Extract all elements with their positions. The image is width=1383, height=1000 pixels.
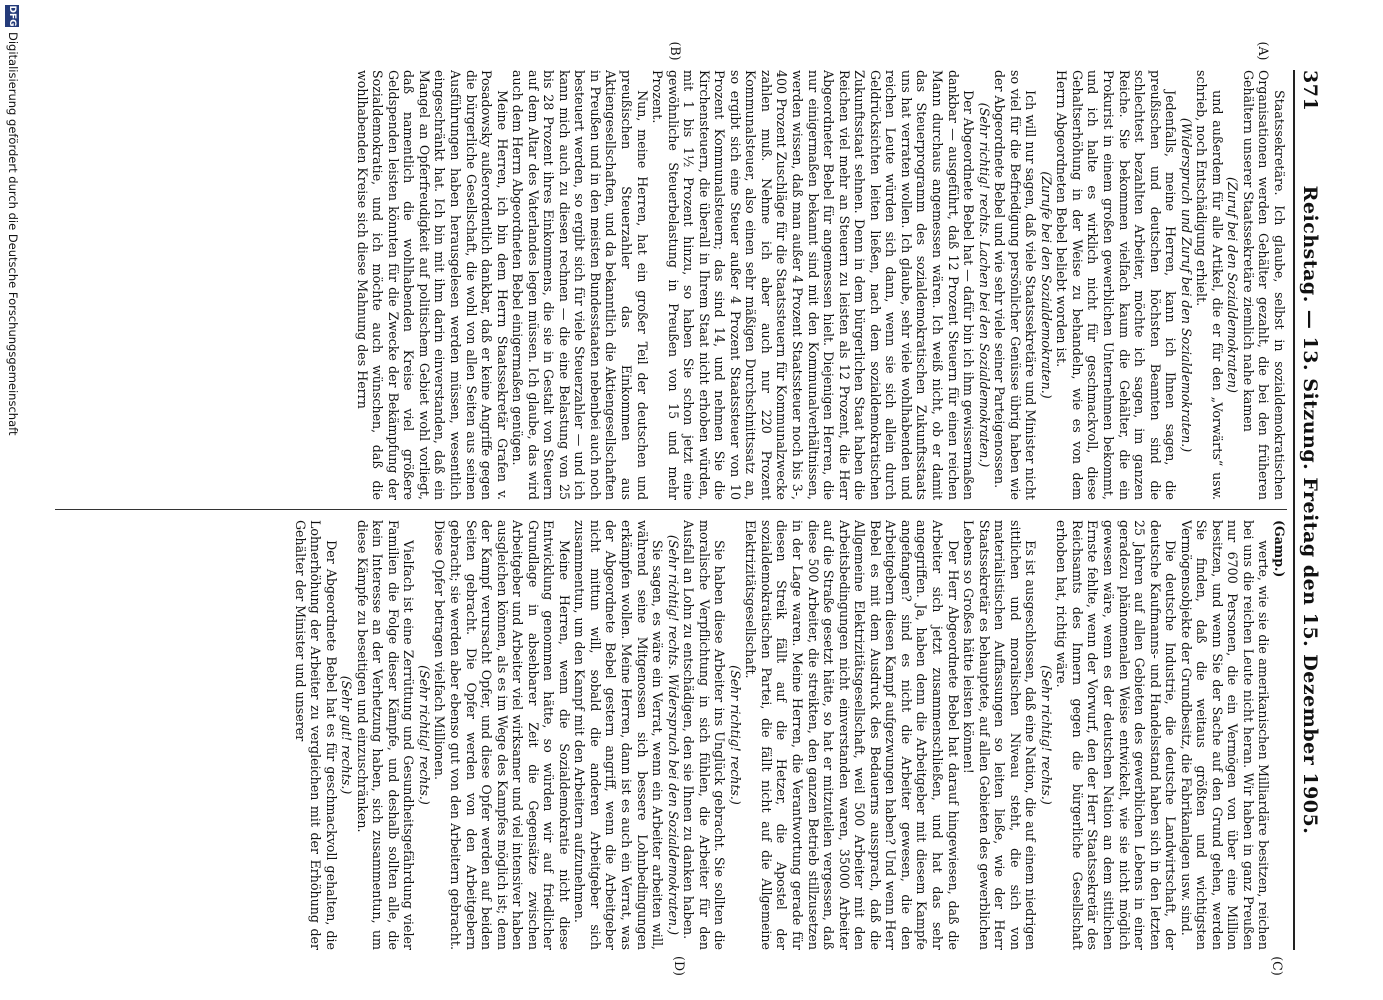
paragraph: Es ist ausgeschlossen, daß eine Nation, die auf einem niedrigen sittlichen und moralischen Niveau steht, die sich von materialistischen Auffassungen so leiten ließe, wie der Herr Staatssekretär es behauptete, auf allen Gebieten des gewerblichen Lebens so Großes hätte leisten können! xyxy=(961,520,1039,950)
column-divider xyxy=(55,509,1287,510)
text-column-lower xyxy=(55,520,1287,950)
paragraph: Nun, meine Herren, hat ein großer Teil der deutschen und preußischen Steuerzahler das Einkommen aus Aktiengesellschaften, und da bekanntlich die Aktiengesellschaften in Preußen und in den meisten Bundesstaaten nebenbei auch noch besteuert werden, so ergibt sich für viele Steuerzahler — und ich kann mich auch zu diesen rechnen — die eine Belastung von 25 bis 28 Prozent ihres Einkommens, die sie in Gestalt von Steuern auf dem Altar des Vaterlandes legen müssen. Ich glaube, das wird auch dem Herrn Abgeordneten Bebel einigermaßen genügen. xyxy=(510,70,650,500)
stage-direction: (Widerspruch und Zuruf bei den Sozialdemokraten.) xyxy=(1178,117,1194,453)
paragraph: Der Abgeordnete Bebel hat es für geschmackvoll gehalten, die Lohnerhöhung der Arbeiter zu vergleichen mit der Erhöhung der Gehälter der Minister und unserer xyxy=(292,520,339,950)
paragraph: Die deutsche Industrie, die deutsche Landwirtschaft, der deutsche Kaufmanns- und Handelsstand haben sich in den letzten 25 Jahren auf allen Gebieten des gewerblichen Lebens in einer geradezu phänomenalen Weise entwickelt, wie sie nicht möglich gewesen wäre, wenn es der deutschen Nation an dem sittlichen Ernste fehlte, wenn der Vorwurf, den der Herr Staatssekretär des Reichsamts des Innern gegen die bürgerliche Gesellschaft erhoben hat, richtig wäre. xyxy=(1054,520,1179,950)
margin-marker-a: (A) xyxy=(1256,41,1271,61)
speaker-name: (Gamp.) xyxy=(1272,520,1287,578)
paragraph: Der Herr Abgeordnete Bebel hat darauf hingewiesen, daß die Arbeiter sich jetzt zusammenschließen, und hat das sehr angegriffen. Ja, haben denn die Arbeitgeber mit diesem Kampfe angefangen? sind es nicht die Arbeiter gewesen, die den Arbeitgebern diesen Kampf aufgezwungen haben? Und wenn Herr Bebel es mit dem Ausdruck des Bedauerns aussprach, daß die Allgemeine Elektrizitätsgesellschaft, weil 500 Arbeiter mit den Arbeitsbedingungen nicht einverstanden waren, 35000 Arbeiter auf die Straße gesetzt hätte, so hat er mitzuteilen vergessen, daß diese 500 Arbeiter, die streikten, den ganzen Betrieb stillzusetzen in der Lage waren. Meine Herren, die Verantwortung gerade für diesen Streik fällt auf die Hetzer, die Apostel der sozialdemokratischen Partei, die fällt nicht auf die Allgemeine Elektrizitätsgesellschaft. xyxy=(743,520,961,950)
page-header xyxy=(1293,70,1325,950)
stage-direction: (Sehr richtig! rechts. Widerspruch bei den Sozialdemokraten.) xyxy=(665,534,681,936)
paragraph: Staatssekretäre. Ich glaube, selbst in sozialdemokratischen Organisationen werden Gehälter gezahlt, die bei den früheren Gehältern unserer Staatssekretäre ziemlich nahe kamen xyxy=(1240,70,1287,500)
stage-direction: (Zuruf bei den Sozialdemokraten) xyxy=(1225,177,1241,393)
page-number: 371 xyxy=(1299,70,1321,112)
digitization-credit xyxy=(0,0,31,1000)
paragraph: und außerdem für alle Artikel, die er für den „Vorwärts“ usw. schrieb, noch Entschädigung erhielt. xyxy=(1194,70,1225,500)
margin-marker-c: (C) xyxy=(1270,956,1285,976)
stage-direction: (Sehr richtig! rechts. Lachen bei den Sozialdemokraten.) xyxy=(976,102,992,468)
paragraph: Vielfach ist eine Zerrüttung und Gesundheitsgefährdung vieler Familien die Folge dieser Kämpfe, und deshalb sollten alle, die kein Interesse an der Verhetzung haben, sich zusammentun, um diese Kämpfe zu beseitigen und einzuschränken. xyxy=(354,520,417,950)
stage-direction: (Sehr richtig! rechts.) xyxy=(1038,665,1054,805)
margin-marker-b: (B) xyxy=(668,41,683,61)
page-title: Reichstag. — 13. Sitzung. Freitag den 15. Dezember 1905. xyxy=(1299,185,1321,835)
paragraph: werte, wie sie die amerikanischen Milliardäre besitzen, reichen bei uns die reichen Leute nicht heran. Wir haben in ganz Preußen nur 6700 Personen, die ein Vermögen von über eine Million besitzen, und wenn Sie der Sache auf den Grund gehen, werden Sie finden, daß die weitaus größten und wichtigsten Vermögensobjekte der Grundbesitz, die Fabrikanlagen usw. sind. xyxy=(1178,520,1272,950)
paragraph: Jedenfalls, meine Herren, kann ich Ihnen sagen, die preußischen und deutschen höchsten Beamten sind die schlechtest bezahlten Arbeiter, möchte ich sagen, im ganzen Reiche. Sie bekommen vielfach kaum die Gehälter, die ein Prokurist in einem großen gewerblichen Unternehmen bekommt, und ich halte es wirklich nicht für geschmackvoll, diese Gehaltserhöhung in der Weise zu behandeln, wie es von dem Herrn Abgeordneten Bebel beliebt worden ist. xyxy=(1054,70,1179,500)
stage-direction: (Zurufe bei den Sozialdemokraten.) xyxy=(1038,171,1054,399)
paragraph: Meine Herren, wenn die Sozialdemokratie nicht diese Entwicklung genommen hätte, so würden wir auf friedlicher Grundlage in absehbarer Zeit die Gegensätze zwischen Arbeitgeber und Arbeiter viel wirksamer und viel intensiver haben ausgleichen können, als es im Wege des Kampfes möglich ist; denn der Kampf verursacht Opfer, und diese Opfer werden auf beiden Seiten gebracht. Die Opfer werden von den Arbeitgebern gebracht; sie werden aber ebenso gut von den Arbeitern gebracht. Diese Opfer betragen vielfach Millionen. xyxy=(432,520,572,950)
paragraph: Der Abgeordnete Bebel hat — dafür bin ich ihm gewissermaßen dankbar — ausgeführt, daß 12 Prozent Steuern für einen reichen Mann durchaus angemessen wären. Ich weiß nicht, ob er damit das Steuerprogramm des sozialdemokratischen Zukunftsstaats uns hat verraten wollen. Ich glaube, sehr viele wohlhabenden und reichen Leute würden sich dann, wenn sie sich allein durch Geldrücksichten leiten ließen, nach dem sozialdemokratischen Zukunftsstaat sehnen. Denn in dem bürgerlichen Staat haben die Reichen viel mehr an Steuern zu leisten als 12 Prozent, die Herr Abgeordneter Bebel für angemessen hielt. Diejenigen Herren, die nur einigermaßen bekannt sind mit den Kommunalverhältnissen, werden wissen, daß man außer 4 Prozent Staatssteuer noch bis 3-, 400 Prozent Zuschläge für die Staatssteuern für Kommunalzwecke zahlen muß. Nehme ich aber auch nur 220 Prozent Kommunalsteuer, also einen sehr mäßigen Durchschnittssatz an, so ergibt sich eine Steuer außer 4 Prozent Staatssteuer von 10 Prozent Kommunalsteuern; das sind 14, und nehmen Sie die Kirchensteuern, die überall in Ihrem Staat nicht erhoben würden, mit 1 bis 1½ Prozent hinzu, so haben Sie schon jetzt eine gewöhnliche Steuerbelastung in Preußen von 15 und mehr Prozent. xyxy=(650,70,977,500)
paragraph: Sie haben diese Arbeiter ins Unglück gebracht. Sie sollten die moralische Verpflichtung in sich fühlen, die Arbeiter für den Ausfall an Lohn zu entschädigen, den sie Ihnen zu danken haben. xyxy=(681,520,728,950)
paragraph: Sie sagen, es wäre ein Verrat, wenn ein Arbeiter arbeiten will, während seine Mitgenossen sich bessere Lohnbedingungen erkämpfen wollen. Meine Herren, dann ist es auch ein Verrat, was der Abgeordnete Bebel gestern angriff, wenn die Arbeitgeber nicht mittun will, sobald die anderen Arbeitgeber sich zusammentun, um den Kampf mit den Arbeitern aufzunehmen. xyxy=(572,520,666,950)
margin-marker-d: (D) xyxy=(672,956,687,976)
stage-direction: (Sehr richtig! rechts.) xyxy=(727,665,743,805)
dfg-logo-icon: DFG xyxy=(7,5,17,27)
paragraph: Meine Herren, ich bin dem Herrn Staatssekretär Grafen v. Posadowsky außerordentlich dankbar, daß er keine Angriffe gegen die bürgerliche Gesellschaft, die wohl von allen Seiten aus seinen Ausführungen haben herausgelesen werden müssen, wesentlich eingeschränkt hat. Ich bin mit ihm darin einverstanden, daß ein Mangel an Opferfreudigkeit auf politischem Gebiet wohl vorliegt, daß namentlich die wohlhabenden Kreise viel größere Geldspenden leisten könnten für die Zwecke der Bekämpfung der Sozialdemokratie, und ich möchte auch wünschen, daß die wohlhabenden Kreise sich diese Mahnung des Herrn xyxy=(354,70,510,500)
stage-direction: (Sehr gut! rechts.) xyxy=(339,675,355,795)
credit-text: Digitalisierung gefördert durch die Deutsche Forschungsgemeinschaft xyxy=(6,32,20,436)
stage-direction: (Sehr richtig! rechts.) xyxy=(416,665,432,805)
text-column-upper xyxy=(55,70,1287,500)
paragraph: Ich will nur sagen, daß viele Staatssekretäre und Minister nicht so viel für die Befriedigung persönlicher Genüsse übrig haben wie der Abgeordnete Bebel und wie sehr viele seiner Parteigenossen. xyxy=(992,70,1039,500)
